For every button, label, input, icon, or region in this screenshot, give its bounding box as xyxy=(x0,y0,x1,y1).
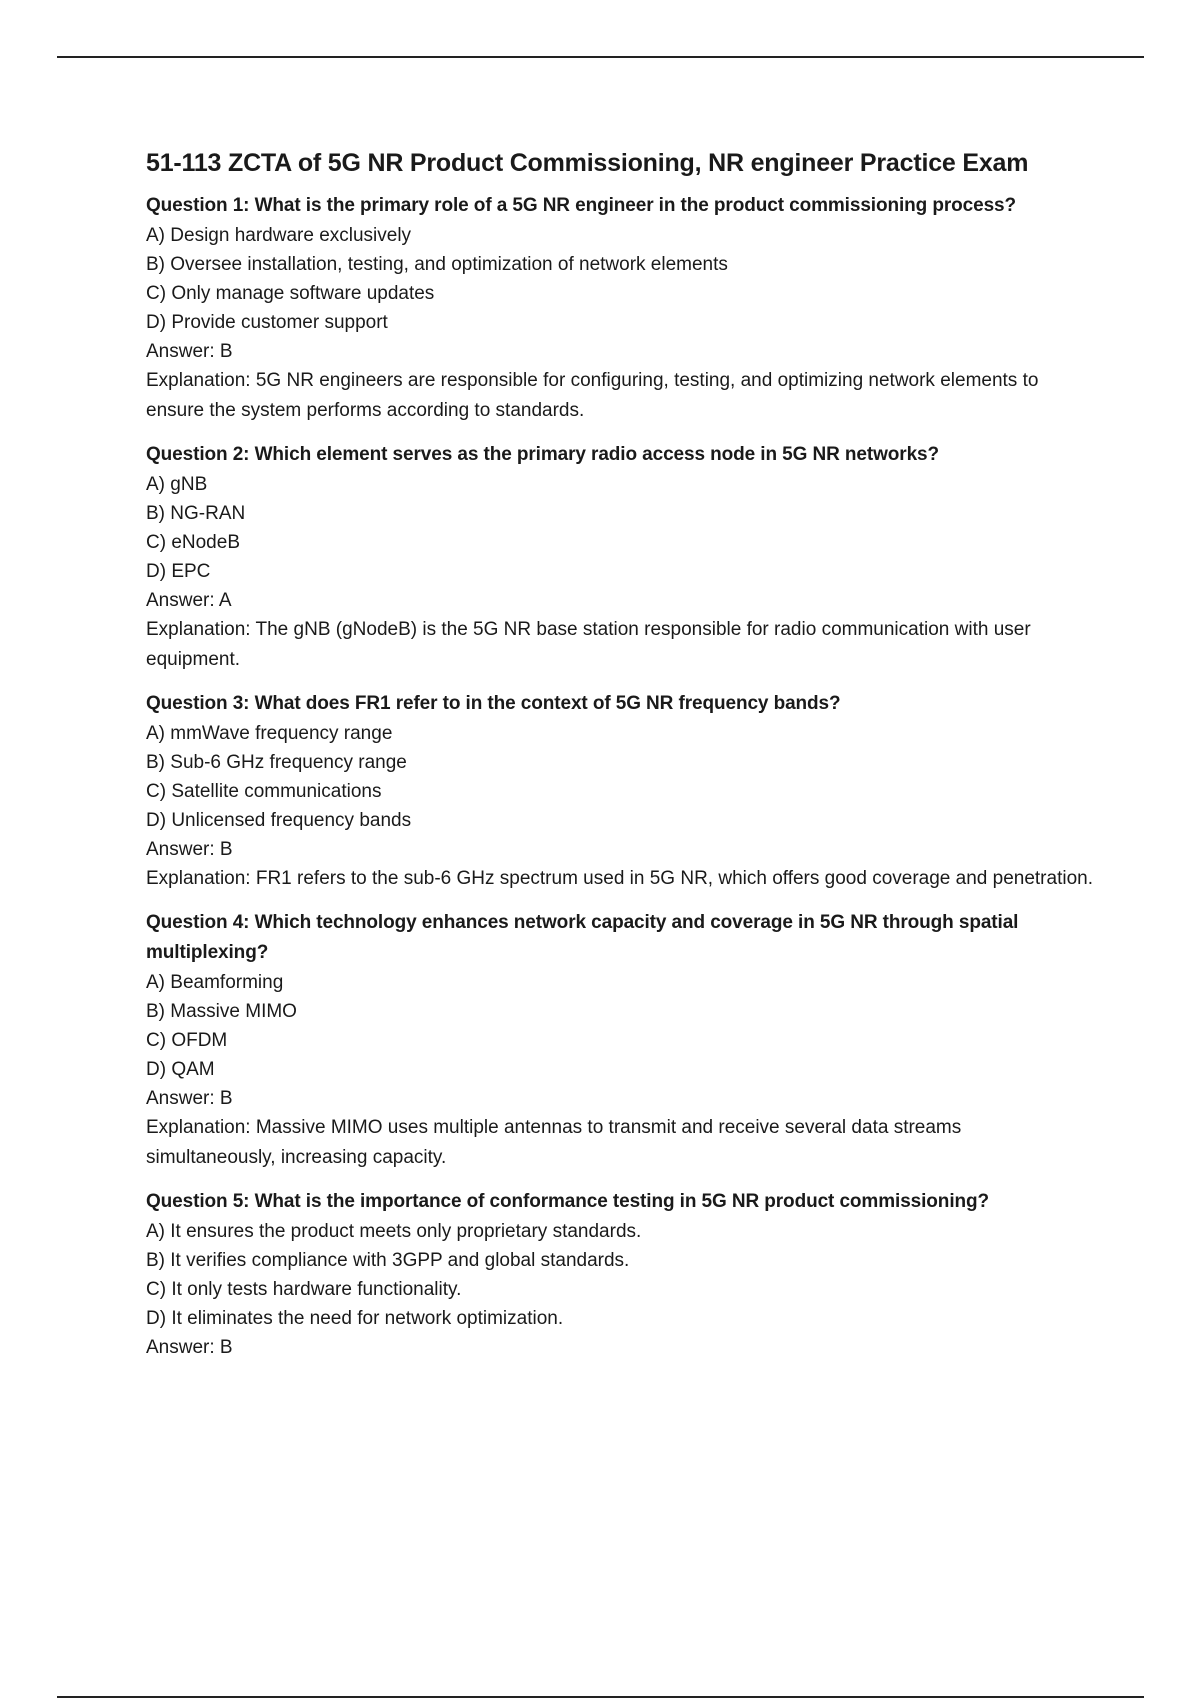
explanation-text: Explanation: FR1 refers to the sub-6 GHz spectrum used in 5G NR, which offers good coverage and penetration. xyxy=(146,868,1093,889)
option-b: B) Massive MIMO xyxy=(146,1001,297,1022)
question-block-2 xyxy=(146,440,1096,675)
question-text: Question 2: Which element serves as the primary radio access node in 5G NR networks? xyxy=(146,444,940,465)
answer-line: Answer: B xyxy=(146,341,233,362)
header-rule xyxy=(57,56,1144,58)
document-title: 51-113 ZCTA of 5G NR Product Commissioning, NR engineer Practice Exam xyxy=(146,149,1029,177)
question-text: Question 3: What does FR1 refer to in the context of 5G NR frequency bands? xyxy=(146,693,841,714)
question-text: Question 4: Which technology enhances network capacity and coverage in 5G NR through spatial multiplexing? xyxy=(146,912,1019,963)
option-d: D) It eliminates the need for network optimization. xyxy=(146,1308,564,1329)
option-c: C) It only tests hardware functionality. xyxy=(146,1279,462,1300)
footer-rule xyxy=(57,1696,1144,1698)
answer-line: Answer: B xyxy=(146,1337,233,1358)
explanation-text: Explanation: Massive MIMO uses multiple antennas to transmit and receive several data streams simultaneously, increasing capacity. xyxy=(146,1117,962,1168)
option-d: D) Provide customer support xyxy=(146,312,388,333)
option-c: C) OFDM xyxy=(146,1030,228,1051)
question-block-1 xyxy=(146,191,1096,426)
option-d: D) Unlicensed frequency bands xyxy=(146,810,412,831)
document-page xyxy=(146,145,1096,1376)
option-b: B) Sub-6 GHz frequency range xyxy=(146,752,407,773)
option-c: C) Only manage software updates xyxy=(146,283,435,304)
option-b: B) NG-RAN xyxy=(146,503,246,524)
option-c: C) Satellite communications xyxy=(146,781,382,802)
option-c: C) eNodeB xyxy=(146,532,240,553)
answer-line: Answer: A xyxy=(146,590,232,611)
option-d: D) QAM xyxy=(146,1059,215,1080)
option-a: A) gNB xyxy=(146,474,208,495)
option-a: A) Design hardware exclusively xyxy=(146,225,412,246)
question-block-5 xyxy=(146,1187,1096,1362)
question-text: Question 5: What is the importance of conformance testing in 5G NR product commissioning? xyxy=(146,1191,990,1212)
option-a: A) Beamforming xyxy=(146,972,284,993)
option-b: B) Oversee installation, testing, and optimization of network elements xyxy=(146,254,728,275)
option-a: A) mmWave frequency range xyxy=(146,723,393,744)
explanation-text: Explanation: The gNB (gNodeB) is the 5G NR base station responsible for radio communication with user equipment. xyxy=(146,619,1031,670)
answer-line: Answer: B xyxy=(146,839,233,860)
explanation-text: Explanation: 5G NR engineers are responsible for configuring, testing, and optimizing network elements to ensure the system performs according to standards. xyxy=(146,370,1039,421)
question-text: Question 1: What is the primary role of a 5G NR engineer in the product commissioning process? xyxy=(146,195,1017,216)
option-b: B) It verifies compliance with 3GPP and global standards. xyxy=(146,1250,630,1271)
option-d: D) EPC xyxy=(146,561,211,582)
question-block-3 xyxy=(146,689,1096,894)
answer-line: Answer: B xyxy=(146,1088,233,1109)
question-block-4 xyxy=(146,908,1096,1173)
option-a: A) It ensures the product meets only proprietary standards. xyxy=(146,1221,642,1242)
